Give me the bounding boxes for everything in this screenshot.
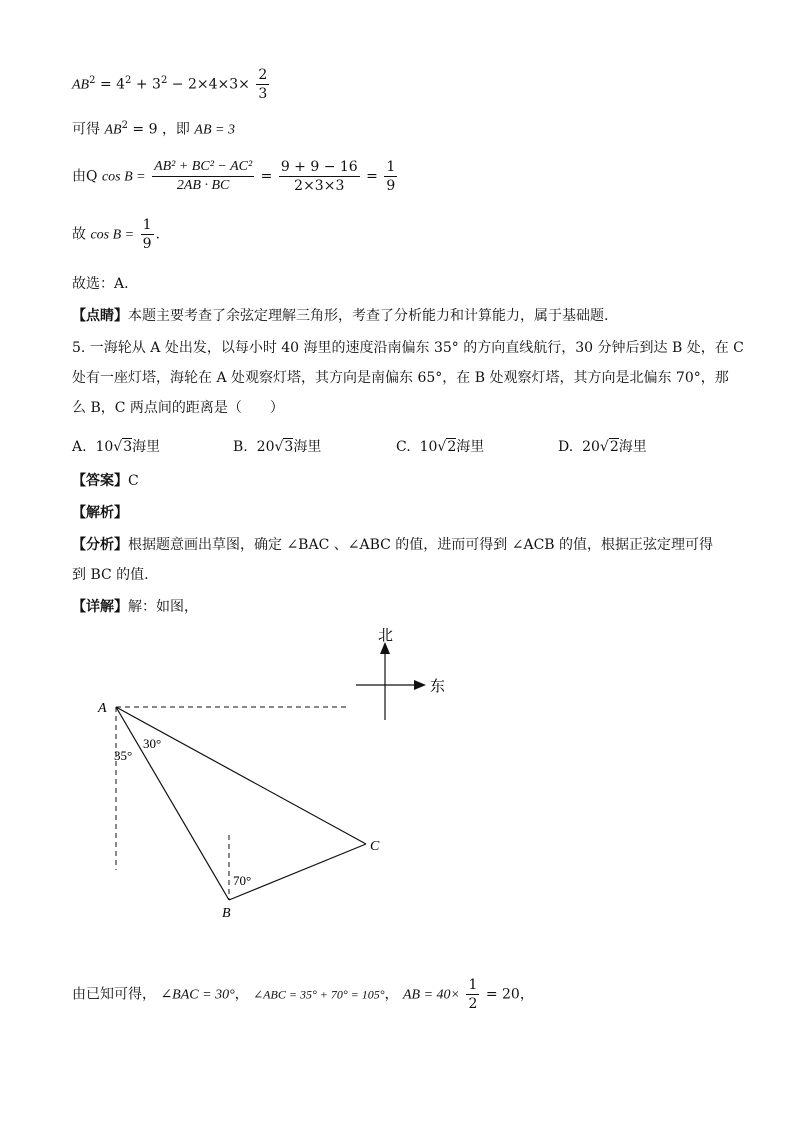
fraction-two-thirds: $\frac{2}{3}$ <box>258 67 268 102</box>
option-b[interactable]: B. 20√3海里 <box>233 439 322 455</box>
final-line: 由已知可得， ∠BAC = 30°， ∠ABC = 35° + 70° = 105°， AB = 40× $\frac{1}{2}$ = 20， <box>72 977 534 1012</box>
north-label: 北 <box>378 628 394 644</box>
result-ab: 可得 $AB^2 = 9$ ，即 AB = 3 <box>72 120 235 138</box>
choice-line: 故选：A. <box>72 276 129 292</box>
segment-bc <box>229 844 366 900</box>
angle-70-label: 70° <box>233 873 252 888</box>
option-c[interactable]: C. 10√2海里 <box>396 439 485 455</box>
point-b-label: B <box>222 906 231 921</box>
fenxi-line-2: 到 BC 的值. <box>72 567 149 583</box>
cos-b-result: 故 cos B = $\frac{1}{9}$ . <box>72 217 160 252</box>
detail-line: 【详解】解：如图， <box>72 599 198 615</box>
formula-ab-squared: $AB^2 = 4^2 + 3^2 - 2\times 4\times 3\times$ $\frac{2}{3}$ <box>72 67 268 102</box>
answer-line: 【答案】C <box>72 473 139 489</box>
question-line-3: 么 B，C 两点间的距离是（ ） <box>72 400 284 416</box>
east-arrow-icon <box>414 680 426 690</box>
option-a[interactable]: A. 10√3海里 <box>72 439 161 455</box>
analysis-label: 【解析】 <box>72 505 128 521</box>
navigation-diagram <box>0 620 794 940</box>
angle-30-label: 30° <box>143 736 162 751</box>
angle-35-label: 35° <box>114 748 133 763</box>
point-a-label: A <box>98 701 107 716</box>
east-label: 东 <box>430 679 446 695</box>
segment-ab <box>116 707 229 900</box>
point-c-label: C <box>370 839 380 854</box>
option-d[interactable]: D. 20√2海里 <box>558 439 647 455</box>
segment-ac <box>116 707 366 844</box>
cos-b-formula: 由Q cos B = $\frac{\text{AB² + BC² − AC²}}{2AB \cdot BC}$ = $\frac{9 + 9 - 16}{2\times 3\times 3}$ = $\frac{1}{9}$ <box>72 159 396 194</box>
ab-term: AB <box>72 77 90 93</box>
question-line-2: 处有一座灯塔，海轮在 A 处观察灯塔，其方向是南偏东 65°，在 B 处观察灯塔，其方向是北偏东 70°，那 <box>72 370 729 386</box>
dianjing-note: 【点睛】本题主要考查了余弦定理解三角形，考查了分析能力和计算能力，属于基础题. <box>72 308 609 324</box>
fenxi-line-1: 【分析】根据题意画出草图，确定 ∠BAC 、∠ABC 的值，进而可得到 ∠ACB 的值，根据正弦定理可得 <box>72 537 714 553</box>
question-line-1: 5. 一海轮从 A 处出发，以每小时 40 海里的速度沿南偏东 35° 的方向直线航行，30 分钟后到达 B 处，在 C <box>72 340 744 356</box>
